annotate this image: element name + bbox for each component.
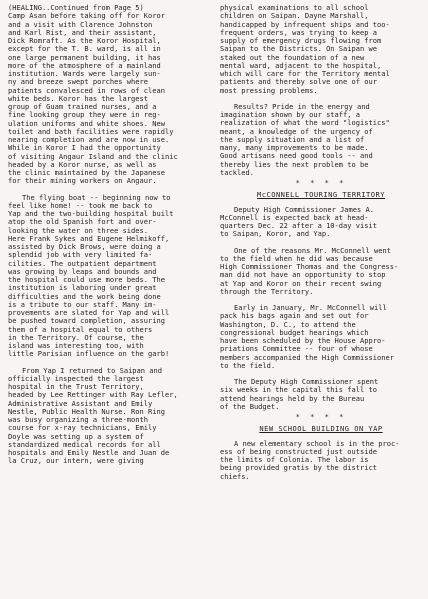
text-line: the supply situation and a list of [220, 134, 365, 144]
text-line: standardized medical records for all [8, 439, 161, 449]
text-line: The flying boat -- beginning now to [22, 192, 171, 202]
text-line: institution. Wards were largely sun- [8, 69, 161, 78]
section-divider-stars-2: * * * * [295, 412, 347, 421]
text-line: patients and thereby solve one of our [220, 77, 377, 87]
text-line: island was interesting too, with [8, 341, 144, 350]
text-line: most pressing problems. [220, 85, 318, 95]
mcconnell-paragraph-3 [220, 304, 422, 370]
text-line: one large permanent building, it has [8, 52, 161, 62]
text-line: mental ward, adjacent to the hospital, [220, 60, 382, 70]
mcconnell-paragraph-2 [220, 247, 422, 297]
text-line: except for the T. B. ward, is all in [8, 44, 161, 54]
text-line: through the Territory. [220, 286, 314, 296]
text-line: Yap and the two-building hospital built [8, 209, 174, 218]
text-line: pack his bags again and set out for [220, 311, 369, 321]
text-line: of the Budget. [220, 401, 280, 411]
section-heading-mcconnell: McCONNELL TOURING TERRITORY [256, 190, 386, 200]
text-line: Here Frank Sykes and Eugene Helmikoff, [8, 233, 170, 243]
text-line: man did not have an opportunity to stop [220, 270, 386, 280]
text-line: The Deputy High Commissioner spent [234, 377, 379, 386]
section-divider-stars: * * * * [295, 178, 347, 187]
healing-paragraph-4 [220, 4, 422, 95]
text-line: la Cruz, our intern, were giving [8, 456, 144, 466]
text-line: chiefs. [220, 471, 250, 481]
text-line: to the field. [220, 360, 276, 370]
healing-paragraph-5 [220, 103, 422, 177]
left-column [8, 4, 208, 466]
text-line: Doyle was setting up a system of [8, 431, 144, 441]
text-line: patients convalesced in rows of clean [8, 85, 165, 95]
text-line: be pushed toward completion, assuring [8, 316, 165, 326]
text-line: physical examinations to all school [220, 3, 369, 12]
healing-paragraph-3 [8, 367, 208, 466]
text-line: the hospital could use more beds. The [8, 275, 165, 284]
text-line: little Parisian influence on the garb! [8, 349, 170, 359]
right-column [220, 4, 422, 481]
text-line: which will care for the Territory mental [220, 69, 390, 78]
text-line: quarters Dec. 22 after a 10-day visit [220, 221, 377, 230]
text-line: provements are slated for Yap and will [8, 308, 170, 317]
text-line: headed by Lee Rettinger with Ray Lefler, [8, 390, 178, 400]
healing-paragraph-2 [8, 194, 208, 359]
text-line: the clinic maintained by the Japanese [8, 168, 165, 177]
text-line: handicapped by infrequent ships and too- [220, 19, 390, 29]
text-line: frequent orders, was trying to keep a [220, 27, 377, 37]
text-line: ess of being constructed just outside [220, 446, 377, 456]
text-line: hospitals and Emily Nestle and Juan de [8, 448, 170, 457]
text-line: institution is laboring under great [8, 283, 157, 293]
text-line: Administrative Assistant and Emily [8, 398, 153, 408]
text-line: to Saipan, Koror, and Yap. [220, 229, 331, 239]
text-line: children on Saipan. Dayne Marshall, [220, 11, 369, 21]
text-line: imagination shown by our staff, a [220, 110, 361, 119]
text-line: course for x-ray technicians, Emily [8, 423, 157, 433]
text-line: ny and breeze swept porches where [8, 77, 149, 87]
text-line: Dick Romraft. As the Koror Hospital, [8, 36, 161, 45]
text-line: at Yap and Koror on their recent swing [220, 278, 382, 288]
text-line: officially inspected the largest [8, 373, 144, 383]
text-line: white beds. Koror has the largest [8, 93, 149, 103]
text-line: assisted by Dick Brows, were doing a [8, 242, 161, 251]
text-line: attend hearings held by the Bureau [220, 393, 365, 403]
text-line: toilet and bath facilities were rapidly [8, 126, 174, 136]
text-line: to the field when he did was because [220, 253, 373, 263]
text-line: feel like home! -- took me back to [8, 200, 153, 210]
text-line: was busy organizing a three-month [8, 415, 149, 424]
text-line: was growing by leaps and bounds and [8, 266, 157, 276]
text-line: have been scheduled by the House Appro- [220, 336, 386, 345]
section-heading-yap-school: NEW SCHOOL BUILDING ON YAP [259, 424, 383, 434]
text-line: One of the reasons Mr. McConnell went [234, 245, 391, 255]
text-line: the limits of Colonia. The labor is [220, 455, 369, 464]
text-line: Camp Asan before taking off for Koror [8, 11, 165, 21]
text-line: Results? Pride in the energy and [234, 101, 370, 111]
text-line: members accompanied the High Commissioner [220, 352, 394, 362]
text-line: cilities. The outpatient department [8, 258, 157, 268]
text-line: looking the water on three sides. [8, 225, 149, 235]
text-line: While in Koror I had the opportunity [8, 143, 161, 153]
text-line: realization of what the word "logistics" [220, 118, 390, 128]
text-line: A new elementary school is in the proc- [234, 438, 400, 448]
text-line: From Yap I returned to Saipan and [22, 365, 163, 375]
text-line: nearing completion and are now in use. [8, 135, 170, 144]
text-line: and a visit with Clarence Johnston [8, 19, 153, 29]
text-line: for their mining workers on Angaur. [8, 176, 157, 186]
text-line: and Karl Rist, and their assistant, [8, 27, 157, 37]
text-line: is a tribute to our staff. Many im- [8, 299, 157, 309]
text-line: Early in January, Mr. McConnell will [234, 303, 387, 312]
text-line: group of Guam trained nurses, and a [8, 102, 157, 111]
text-line: six weeks in the capital this fall to [220, 385, 377, 395]
text-line: Saipan to the Districts. On Saipan we [220, 44, 377, 54]
text-line: splendid job with very limited fa- [8, 250, 153, 260]
text-line: tackled. [220, 167, 254, 177]
text-line: more of the atmosphere of a mainland [8, 60, 161, 70]
text-line: supply of emergency drugs flowing from [220, 36, 382, 45]
text-line: atop the old Spanish fort and over- [8, 217, 157, 227]
text-line: meant, a knowledge of the urgency of [220, 126, 373, 136]
text-line: McConnell is expected back at head- [220, 212, 369, 222]
text-line: Nestle, Public Health Nurse. Ron Ring [8, 406, 165, 416]
text-line: Washington, D. C., to attend the [220, 319, 356, 329]
text-line: priations Committee -- four of whose [220, 344, 373, 354]
text-line: congressional budget hearings which [220, 327, 369, 337]
text-line: (HEALING..Continued from Page 5) [8, 3, 144, 12]
text-line: difficulties and the work being done [8, 291, 161, 301]
text-line: in the Territory. Of course, the [8, 332, 144, 342]
text-line: Deputy High Commissioner James A. [234, 204, 375, 214]
yap-school-paragraph [220, 440, 422, 481]
text-line: High Commissioner Thomas and the Congress- [220, 262, 399, 271]
text-line: hospital in the Trust Territory, [8, 382, 144, 391]
text-line: them of a hospital equal to others [8, 324, 153, 334]
text-line: staked out the foundation of a new [220, 52, 365, 62]
text-line: being provided gratis by the district [220, 463, 377, 473]
text-line: many, many improvements to be made. [220, 143, 369, 152]
text-line: headed by a Koror nurse, as well as [8, 159, 157, 169]
text-line: Good artisans need good tools -- and [220, 151, 373, 161]
text-line: fine looking group they were in reg- [8, 110, 161, 120]
mcconnell-paragraph-1 [220, 206, 422, 239]
text-line: thereby lies the next problem to be [220, 159, 369, 169]
healing-paragraph-1 [8, 4, 208, 186]
text-line: ulation uniforms and white shoes. New [8, 118, 165, 128]
text-line: of visiting Angaur Island and the clinic [8, 151, 178, 161]
mcconnell-paragraph-4 [220, 378, 422, 411]
